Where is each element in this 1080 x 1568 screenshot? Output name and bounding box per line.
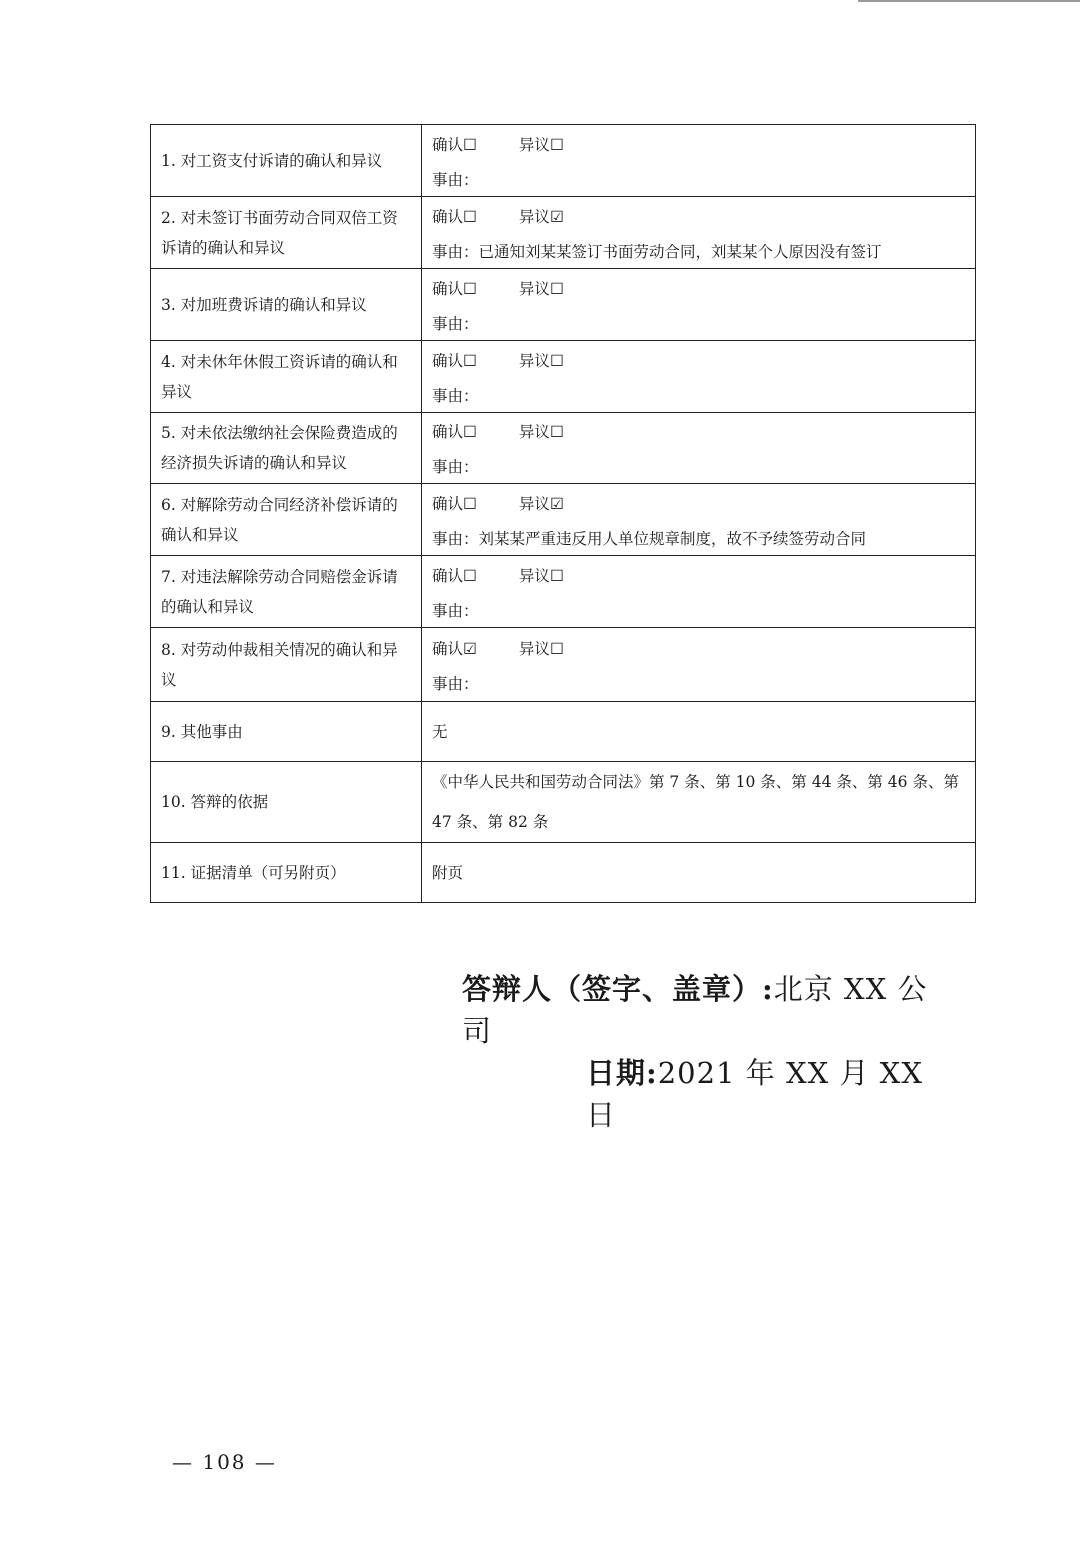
form-row [151,197,976,269]
item-response-cell [422,269,976,341]
confirm-dispute-line [432,270,967,306]
dispute-option[interactable] [519,637,564,659]
dispute-label: 异议 [518,494,550,513]
dispute-label: 异议 [518,279,550,298]
item-label: 对加班费诉请的确认和异议 [180,295,367,314]
reason-prefix: 事由： [432,458,479,476]
item-number: 9. [161,722,176,741]
confirm-label: 确认 [432,494,464,513]
item-number: 8. [161,640,176,659]
confirm-label: 确认 [432,351,464,370]
dispute-checkbox[interactable]: ☑ [549,207,564,226]
respondent-label: 答辩人（签字、盖章）: [462,972,774,1006]
item-label-cell [151,556,422,628]
item-label-cell [151,125,422,197]
item-response-cell [422,341,976,413]
item-number: 4. [161,352,176,371]
item-number: 2. [161,208,176,227]
confirm-checkbox[interactable]: ☐ [463,135,477,154]
reason-prefix: 事由： [432,314,479,333]
confirm-dispute-line [432,485,967,521]
dispute-checkbox[interactable]: ☐ [549,566,564,585]
other-matters-value[interactable]: 无 [422,702,976,762]
confirm-option[interactable] [432,205,477,227]
dispute-label: 异议 [518,639,550,658]
item-number: 5. [161,424,176,442]
reason-line [432,306,967,340]
reason-line [432,593,967,627]
form-row [151,556,976,628]
respondent-line [462,968,942,1052]
reason-prefix: 事由： [432,242,479,261]
reason-prefix: 事由： [432,386,479,405]
confirm-option[interactable] [432,277,477,299]
item-label: 对违法解除劳动合同赔偿金诉请的确认和异议 [161,567,398,616]
dispute-option[interactable] [519,133,564,155]
item-label-cell [151,269,422,341]
item-label-cell [151,762,422,843]
confirm-checkbox[interactable]: ☐ [463,423,477,441]
item-label: 证据清单（可另附页） [190,863,346,882]
item-label-cell [151,702,422,762]
confirm-label: 确认 [432,135,464,154]
other-matters-row [151,702,976,762]
confirm-option[interactable] [432,492,477,514]
reason-text[interactable]: 刘某某严重违反用人单位规章制度，故不予续签劳动合同 [478,529,867,548]
reason-line [432,378,967,412]
confirm-option[interactable] [432,637,477,659]
item-label: 对未签订书面劳动合同双倍工资诉请的确认和异议 [161,208,398,257]
reason-prefix: 事由： [432,170,479,189]
confirm-label: 确认 [432,639,464,658]
dispute-option[interactable] [519,492,564,514]
form-row [151,269,976,341]
reason-prefix: 事由： [432,529,479,548]
reason-line [432,449,967,483]
reason-line [432,162,967,196]
dispute-checkbox[interactable]: ☐ [549,279,564,298]
dispute-option[interactable] [519,564,564,586]
item-number: 10. [161,793,186,811]
item-response-cell [422,197,976,269]
page-number: — 108 — [172,1450,277,1474]
reason-line [432,234,967,268]
evidence-list-value[interactable]: 附页 [422,843,976,903]
confirm-dispute-line [432,630,967,666]
item-number: 1. [161,151,176,170]
confirm-label: 确认 [432,566,464,585]
item-number: 7. [161,567,176,586]
confirm-option[interactable] [432,420,477,442]
item-label-cell [151,341,422,413]
dispute-label: 异议 [518,566,550,585]
form-body [151,125,976,903]
form-row [151,484,976,556]
item-number: 3. [161,295,176,314]
reason-line [432,521,967,555]
confirm-label: 确认 [432,207,464,226]
item-number: 6. [161,495,176,514]
dispute-option[interactable] [519,277,564,299]
reason-line [432,666,967,700]
item-label: 对劳动仲裁相关情况的确认和异议 [161,640,398,689]
item-label: 对解除劳动合同经济补偿诉请的确认和异议 [161,495,398,544]
item-label: 对未休年休假工资诉请的确认和异议 [161,352,398,401]
dispute-checkbox[interactable]: ☐ [549,351,564,370]
defense-basis-value[interactable]: 《中华人民共和国劳动合同法》第 7 条、第 10 条、第 44 条、第 46 条、第 47 条、第 82 条 [422,762,976,843]
confirm-dispute-line [432,198,967,234]
form-row [151,125,976,197]
date-value: 2021 年 XX 月 XX 日 [586,1056,923,1132]
form-row [151,628,976,702]
defense-form-table [150,124,976,903]
dispute-checkbox[interactable]: ☑ [549,494,564,513]
form-row [151,413,976,484]
reason-text[interactable]: 已通知刘某某签订书面劳动合同，刘某某个人原因没有签订 [478,242,882,261]
dispute-label: 异议 [518,207,550,226]
dispute-checkbox[interactable]: ☐ [549,423,564,441]
confirm-checkbox[interactable]: ☐ [463,566,477,585]
item-label: 其他事由 [180,722,243,741]
confirm-option[interactable] [432,349,477,371]
confirm-checkbox[interactable]: ☑ [463,639,477,658]
confirm-checkbox[interactable]: ☐ [463,494,477,513]
dispute-label: 异议 [518,351,550,370]
item-label-cell [151,484,422,556]
item-label: 对工资支付诉请的确认和异议 [180,151,383,170]
respondent-value: 北京 XX 公司 [462,972,928,1048]
signature-block [462,968,942,1136]
defense-basis-row [151,762,976,843]
confirm-checkbox[interactable]: ☐ [463,279,477,298]
item-response-cell [422,628,976,702]
confirm-option[interactable] [432,564,477,586]
dispute-label: 异议 [518,135,550,154]
confirm-label: 确认 [432,279,464,298]
evidence-list-row [151,843,976,903]
dispute-checkbox[interactable]: ☐ [549,135,564,154]
item-response-cell [422,484,976,556]
item-label-cell [151,628,422,702]
item-response-cell [422,125,976,197]
item-number: 11. [161,863,186,882]
item-label-cell [151,413,422,484]
item-label-cell [151,197,422,269]
confirm-label: 确认 [432,423,464,441]
confirm-option[interactable] [432,133,477,155]
confirm-dispute-line [432,126,967,162]
item-label: 答辩的依据 [190,793,269,811]
item-label-cell [151,843,422,903]
form-row [151,341,976,413]
top-rule [858,0,1080,2]
dispute-label: 异议 [518,423,550,441]
confirm-checkbox[interactable]: ☐ [463,207,477,226]
reason-prefix: 事由： [432,674,479,693]
date-line [462,1052,942,1136]
dispute-checkbox[interactable]: ☐ [549,639,564,658]
dispute-option[interactable] [519,205,564,227]
item-response-cell [422,556,976,628]
date-label: 日期: [586,1056,658,1090]
item-response-cell [422,413,976,484]
item-label: 对未依法缴纳社会保险费造成的经济损失诉请的确认和异议 [161,424,398,472]
dispute-option[interactable] [519,349,564,371]
confirm-checkbox[interactable]: ☐ [463,351,477,370]
dispute-option[interactable] [519,420,564,442]
confirm-dispute-line [432,342,967,378]
confirm-dispute-line [432,413,967,449]
confirm-dispute-line [432,557,967,593]
reason-prefix: 事由： [432,601,479,620]
